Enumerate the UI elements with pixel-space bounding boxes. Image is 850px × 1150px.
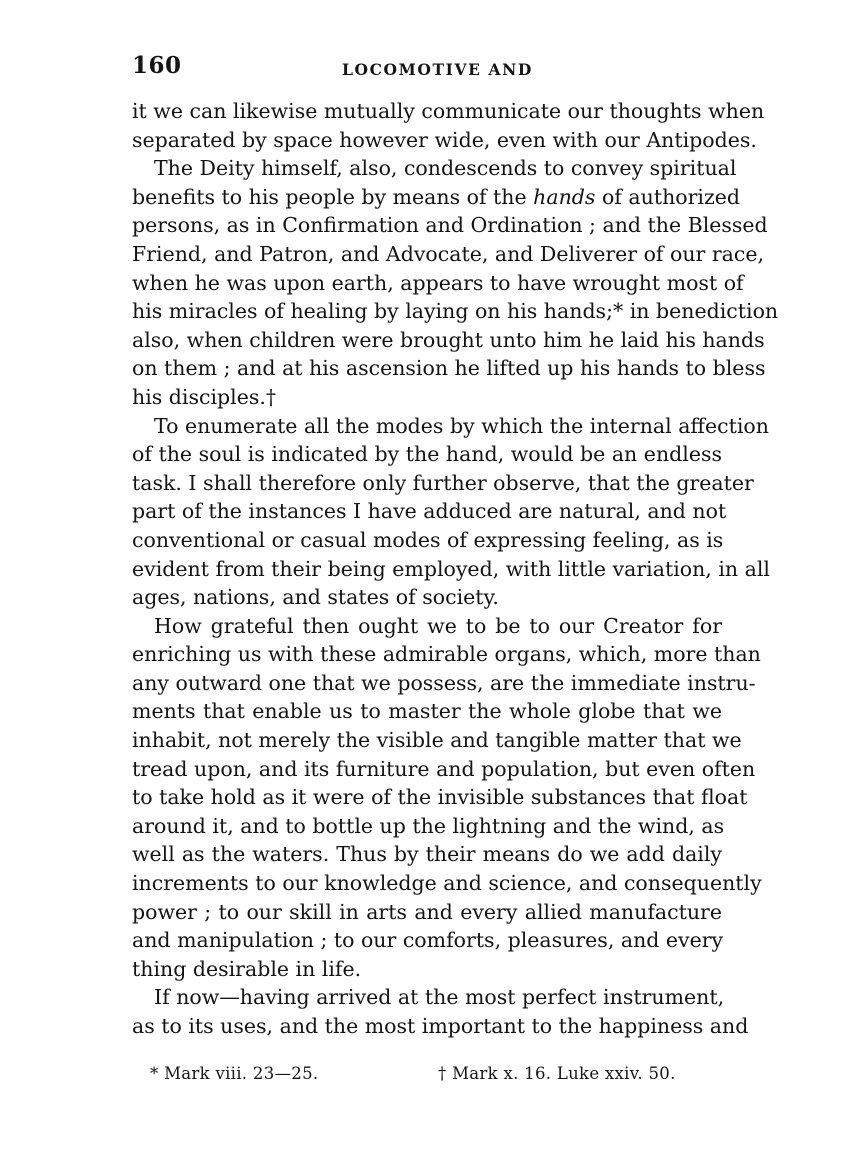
text-line: increments to our knowledge and science, and consequently (132, 871, 762, 896)
text-line: separated by space however wide, even with our Antipodes. (132, 127, 757, 152)
italic-word: hands (533, 184, 596, 209)
body-text (132, 97, 779, 1041)
text-line: his miracles of healing by laying on his hands;* in benediction (132, 299, 779, 324)
text-line: evident from their being employed, with little variation, in all (132, 556, 770, 581)
page-header (132, 52, 722, 84)
text-line: task. I shall therefore only further observe, that the greater (132, 470, 754, 495)
text-line: also, when children were brought unto him he laid his hands (132, 327, 765, 352)
text-line: inhabit, not merely the visible and tangible matter that we (132, 728, 742, 753)
footnote-first: * Mark viii. 23—25. (150, 1064, 319, 1083)
running-head: LOCOMOTIVE AND (342, 60, 533, 79)
text-line: ages, nations, and states of society. (132, 585, 499, 610)
text-line: tread upon, and its furniture and population, but even often (132, 756, 756, 781)
text-line: persons, as in Confirmation and Ordination ; and the Blessed (132, 213, 768, 238)
page-number: 160 (132, 52, 182, 79)
text-segment: of authorized (601, 184, 741, 209)
text-line: ments that enable us to master the whole globe that we (132, 699, 722, 724)
footnote-second: † Mark x. 16. Luke xxiv. 50. (438, 1064, 676, 1083)
text-line-with-italic (132, 183, 741, 212)
text-line: his disciples.† (132, 384, 277, 409)
text-line: Friend, and Patron, and Advocate, and Deliverer of our race, (132, 241, 765, 266)
text-line: as to its uses, and the most important to the happiness and (132, 1014, 749, 1038)
text-line: of the soul is indicated by the hand, would be an endless (132, 442, 722, 467)
text-line: conventional or casual modes of expressing feeling, as is (132, 527, 724, 552)
text-line: How grateful then ought we to be to our Creator for (154, 613, 722, 638)
text-line: around it, and to bottle up the lightning and the wind, as (132, 813, 725, 838)
text-segment: benefits to his people by means of the (132, 184, 527, 209)
text-line: any outward one that we possess, are the immediate instru- (132, 670, 756, 695)
text-line: and manipulation ; to our comforts, pleasures, and every (132, 928, 724, 953)
text-line: The Deity himself, also, condescends to convey spiritual (154, 156, 737, 181)
text-line: part of the instances I have adduced are natural, and not (132, 499, 727, 524)
text-line: thing desirable in life. (132, 956, 362, 981)
text-line: enriching us with these admirable organs, which, more than (132, 642, 761, 667)
text-line: If now—having arrived at the most perfect instrument, (154, 985, 725, 1010)
text-line: it we can likewise mutually communicate our thoughts when (132, 99, 765, 123)
text-line: power ; to our skill in arts and every allied manufacture (132, 899, 722, 924)
text-line: well as the waters. Thus by their means do we add daily (132, 842, 722, 867)
footnotes (150, 1064, 710, 1090)
text-line: to take hold as it were of the invisible substances that float (132, 785, 748, 810)
text-line: on them ; and at his ascension he lifted up his hands to bless (132, 356, 766, 381)
text-line: To enumerate all the modes by which the internal affection (154, 413, 769, 438)
text-line: when he was upon earth, appears to have wrought most of (132, 270, 744, 295)
